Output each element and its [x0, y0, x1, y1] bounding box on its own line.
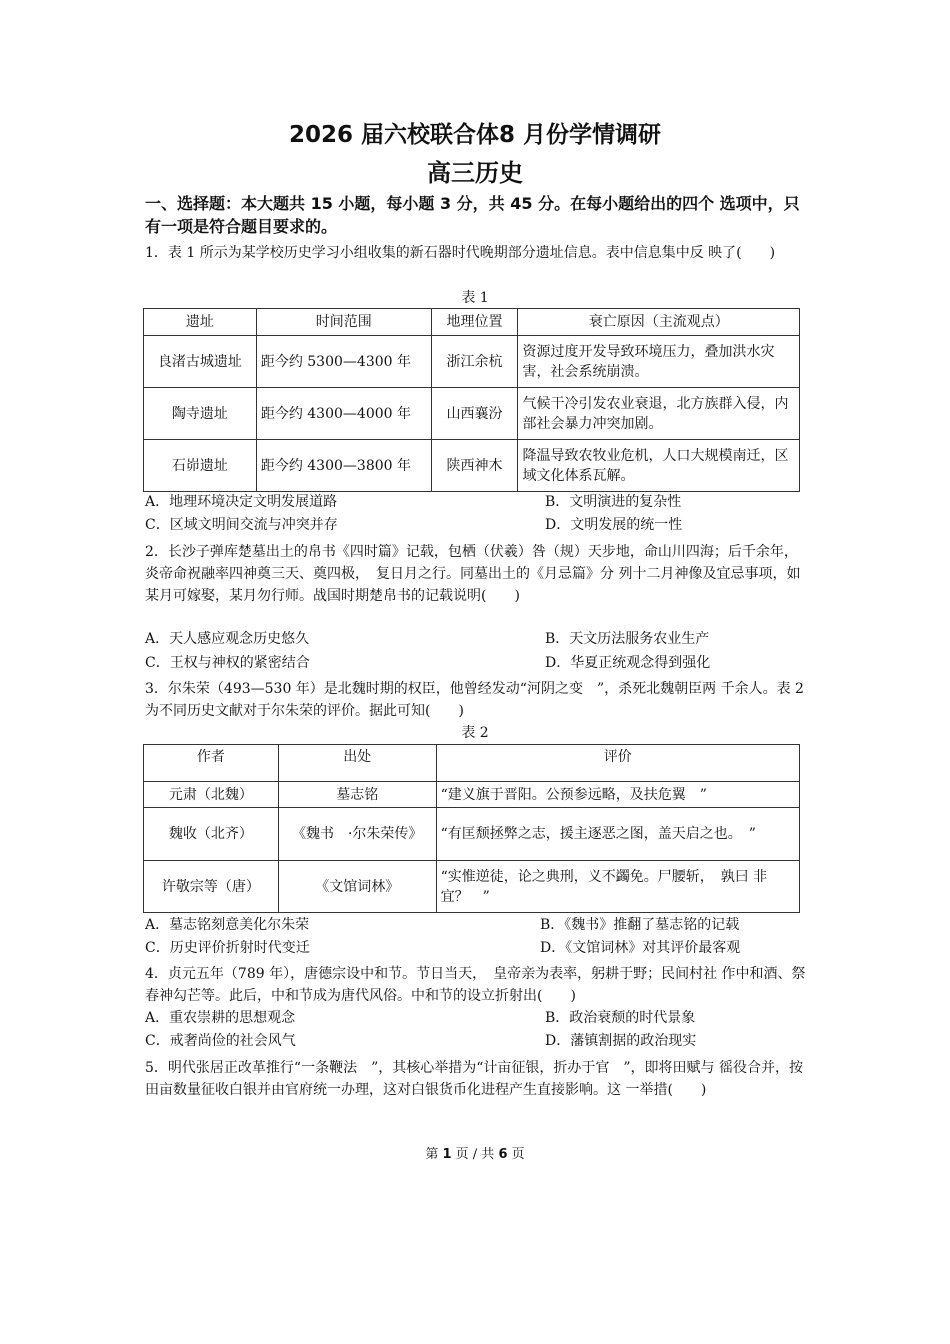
- table1-cell: 浙江余杭: [431, 336, 518, 388]
- page-number: 1: [442, 1147, 452, 1162]
- table1-cell: 气候干冷引发农业衰退，北方族群入侵，内部社会暴力冲突加剧。: [518, 388, 800, 440]
- total-pages: 6: [498, 1147, 508, 1162]
- table1-cell: 资源过度开发导致环境压力，叠加洪水灾害，社会系统崩溃。: [518, 336, 800, 388]
- table2-cell: “实惟逆徒，论之典刑，义不蠲免。尸腰斩， 孰曰 非宜？ ”: [436, 861, 799, 913]
- table1-cell: 距今约 4300—3800 年: [256, 440, 431, 492]
- table-row: [144, 808, 800, 861]
- exam-title: 2026 届六校联合体8 月份学情调研: [288, 122, 662, 148]
- table2-cell: 《文馆词林》: [278, 861, 436, 913]
- table1-cell: 陕西神木: [431, 440, 518, 492]
- q1-stem: 1．表 1 所示为某学校历史学习小组收集的新石器时代晚期部分遗址信息。表中信息集中反 映了( ): [145, 245, 776, 261]
- table-row: [144, 388, 800, 440]
- q5-stem: 5．明代张居正改革推行“一条鞭法 ”，其核心举措为“计亩征银，折办于官 ”，即将田赋与 徭役合并，按田亩数量征收白银并由官府统一办理，这对白银货币化进程产生直接影响。这 一举措( ): [145, 1060, 803, 1098]
- table1-cell: 石峁遗址: [144, 440, 257, 492]
- q4-option-c: C．戒奢尚俭的社会风气: [145, 1033, 296, 1049]
- section-heading: 一、选择题：本大题共 15 小题，每小题 3 分，共 45 分。在每小题给出的四个 选项中，只有一项是符合题目要求的。: [145, 194, 800, 236]
- q4-option-b: B．政治衰颓的时代景象: [545, 1010, 696, 1026]
- table2-header: 出处: [278, 745, 436, 782]
- table1-cell: 山西襄汾: [431, 388, 518, 440]
- q3-option-d: D．《文馆词林》对其评价最客观: [540, 940, 741, 956]
- table2-cell: 魏收（北齐）: [144, 808, 279, 861]
- table-row: [144, 440, 800, 492]
- q2-stem: 2．长沙子弹库楚墓出土的帛书《四时篇》记载，包栖（伏羲）咎（规）天步地，命山川四海；后千余年，炎帝命祝融率四神奠三天、奠四极， 复日月之行。同墓出土的《月忌篇》分 列十二月神像及宜忌事项，如某月可嫁娶，某月勿行师。战国时期楚帛书的记载说明( ): [145, 544, 801, 604]
- table-row: [144, 782, 800, 808]
- q2-option-b: B．天文历法服务农业生产: [545, 631, 710, 647]
- table2-cell: “有匡颓拯弊之志，援主逐恶之图，盖天启之也。 ”: [436, 808, 799, 861]
- exam-subject: 高三历史: [427, 159, 523, 187]
- q2-option-d: D．华夏正统观念得到强化: [545, 655, 711, 671]
- table1-cell: 距今约 4300—4000 年: [256, 388, 431, 440]
- q3-option-b: B．《魏书》推翻了墓志铭的记载: [540, 917, 740, 933]
- table2-cell: 《魏书 ·尔朱荣传》: [278, 808, 436, 861]
- table1-header: 地理位置: [431, 309, 518, 336]
- table1-header: 衰亡原因（主流观点）: [518, 309, 800, 336]
- table2-cell: “建义旗于晋阳。公预参远略，及扶危翼 ”: [436, 782, 799, 808]
- q3-stem: 3．尔朱荣（493—530 年）是北魏时期的权臣，他曾经发动“河阴之变 ”，杀死北魏朝臣两 千余人。表 2 为不同历史文献对于尔朱荣的评价。据此可知( ): [145, 681, 804, 719]
- table-row: [144, 336, 800, 388]
- q4-option-d: D．藩镇割据的政治现实: [545, 1033, 697, 1049]
- table1-header: 遗址: [144, 309, 257, 336]
- page-footer: [0, 1143, 950, 1162]
- table2-cell: 墓志铭: [278, 782, 436, 808]
- table1-cell: 陶寺遗址: [144, 388, 257, 440]
- q1-option-a: A．地理环境决定文明发展道路: [145, 494, 338, 510]
- table2-caption: 表 2: [461, 725, 489, 741]
- table2-header: 作者: [144, 745, 279, 782]
- table1-cell: 良渚古城遗址: [144, 336, 257, 388]
- table2-cell: 元肃（北魏）: [144, 782, 279, 808]
- table2-cell: 许敬宗等（唐）: [144, 861, 279, 913]
- table1-header-row: [144, 309, 800, 336]
- table2-header: 评价: [436, 745, 799, 782]
- footer-prefix: 第: [425, 1147, 443, 1162]
- table1: [143, 308, 800, 492]
- q1-option-d: D．文明发展的统一性: [545, 517, 683, 533]
- q1-option-c: C．区域文明间交流与冲突并存: [145, 517, 338, 533]
- table2-header-row: [144, 745, 800, 782]
- q3-option-a: A．墓志铭刻意美化尔朱荣: [145, 917, 310, 933]
- q1-option-b: B．文明演进的复杂性: [545, 494, 682, 510]
- table-row: [144, 861, 800, 913]
- footer-suffix: 页: [507, 1147, 525, 1162]
- q3-option-c: C．历史评价折射时代变迁: [145, 940, 310, 956]
- footer-middle: 页 / 共: [451, 1147, 499, 1162]
- table1-caption: 表 1: [461, 290, 489, 306]
- table1-header: 时间范围: [256, 309, 431, 336]
- table1-cell: 距今约 5300—4300 年: [256, 336, 431, 388]
- q4-option-a: A．重农崇耕的思想观念: [145, 1010, 296, 1026]
- q2-option-c: C．王权与神权的紧密结合: [145, 655, 310, 671]
- q2-option-a: A．天人感应观念历史悠久: [145, 631, 310, 647]
- table2: [143, 744, 800, 913]
- table1-cell: 降温导致农牧业危机，人口大规模南迁，区域文化体系瓦解。: [518, 440, 800, 492]
- q4-stem: 4．贞元五年（789 年），唐德宗设中和节。节日当天， 皇帝亲为表率，躬耕于野；民间村社 作中和酒、祭春神勾芒等。此后，中和节成为唐代风俗。中和节的设立折射出( ): [145, 966, 806, 1004]
